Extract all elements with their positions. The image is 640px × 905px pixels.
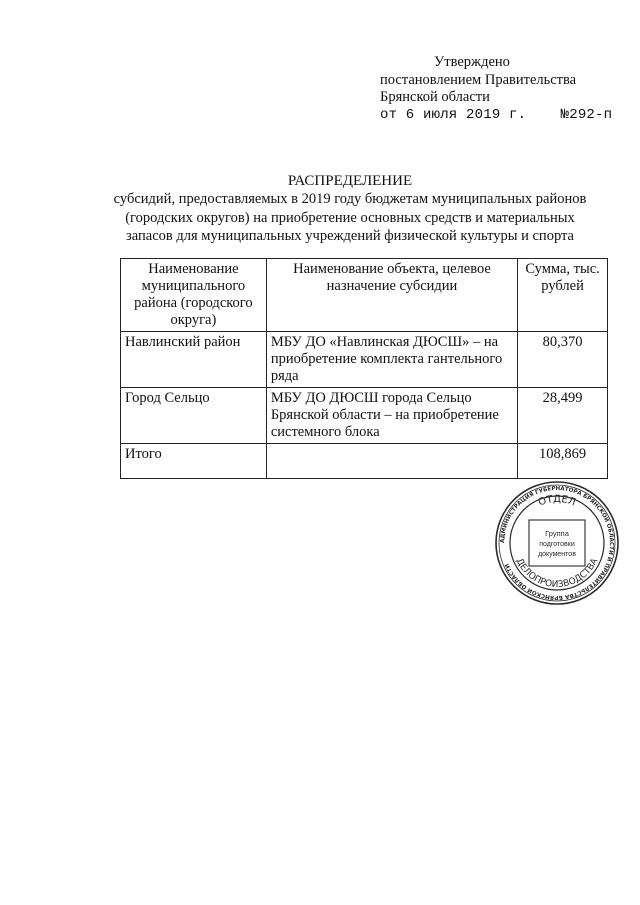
stamp-seal-icon: [494, 480, 620, 606]
cell-sum: 28,499: [518, 388, 608, 444]
header-sum: Сумма, тыс. рублей: [518, 259, 608, 332]
cell-district: Город Сельцо: [121, 388, 267, 444]
document-heading: [60, 172, 640, 246]
cell-total-object: [266, 444, 517, 479]
document-subtitle-line-1: субсидий, предоставляемых в 2019 году бюджетам муниципальных районов: [113, 191, 587, 207]
document-subtitle-line-3: запасов для муниципальных учреждений физической культуры и спорта: [126, 228, 574, 244]
cell-total-label: Итого: [121, 444, 267, 479]
header-object: Наименование объекта, целевое назначение субсидии: [266, 259, 517, 332]
approval-line-date-number: от 6 июля 2019 г. №292-п: [380, 106, 613, 123]
stamp-center-line-2: подготовки: [539, 541, 575, 548]
approval-block: [380, 54, 630, 124]
table-total-row: [121, 444, 608, 479]
cell-total-sum: 108,869: [518, 444, 608, 479]
stamp-ring-top: ОТДЕЛ: [537, 493, 578, 509]
cell-object: МБУ ДО ДЮСШ города Сельцо Брянской области – на приобретение системного блока: [266, 388, 517, 444]
header-district: Наименование муниципального района (городского округа): [121, 259, 267, 332]
cell-object: МБУ ДО «Навлинская ДЮСШ» – на приобретение комплекта гантельного ряда: [266, 332, 517, 388]
approval-line-approved: Утверждено: [434, 54, 510, 70]
cell-district: Навлинский район: [121, 332, 267, 388]
approval-line-region: Брянской области: [380, 89, 490, 105]
table-row: [121, 388, 608, 444]
distribution-table: [120, 258, 608, 479]
table-row: [121, 332, 608, 388]
cell-sum: 80,370: [518, 332, 608, 388]
approval-line-resolution: постановлением Правительства: [380, 71, 577, 88]
official-stamp: [494, 480, 620, 606]
stamp-ring-bottom: ДЕЛОПРОИЗВОДСТВА: [513, 556, 601, 591]
table-header-row: [121, 259, 608, 332]
stamp-center-line-1: Группа: [545, 529, 569, 538]
document-title: РАСПРЕДЕЛЕНИЕ: [287, 173, 413, 189]
stamp-center-line-3: документов: [538, 551, 576, 558]
document-subtitle-line-2: (городских округов) на приобретение основных средств и материальных: [125, 209, 575, 226]
stamp-outer-text: АДМИНИСТРАЦИЯ ГУБЕРНАТОРА БРЯНСКОЙ ОБЛАСТИ И ПРАВИТЕЛЬСТВА БРЯНСКОЙ ОБЛАСТИ: [499, 485, 615, 601]
